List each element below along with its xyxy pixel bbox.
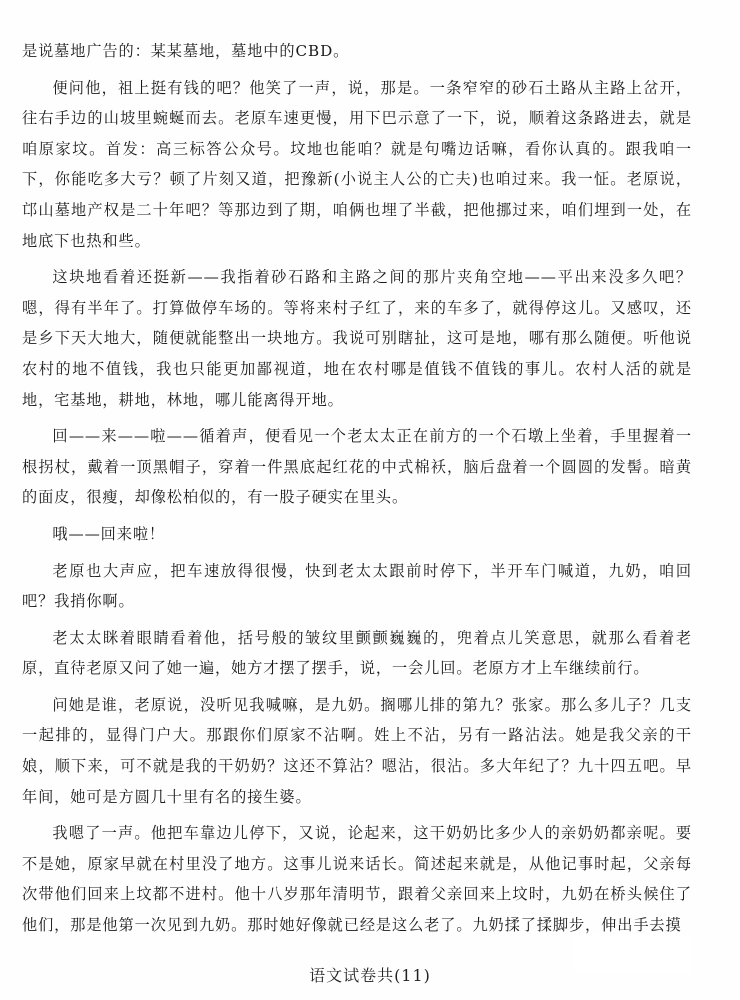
paragraph-4: 回——来——啦——循着声，便看见一个老太太正在前方的一个石墩上坐着，手里握着一根拐杖，戴着一顶黑帽子，穿着一件黑底起红花的中式棉袄，脑后盘着一个圆圆的发髻。暗黄的面皮，很瘦，却像松柏似的，有一股子硬实在里头。: [22, 427, 692, 507]
paragraph-6: 老原也大声应，把车速放得很慢，快到老太太跟前时停下，半开车门喊道，九奶，咱回吧？我捎你啊。: [22, 561, 692, 611]
paragraph-3: 这块地看着还挺新——我指着砂石路和主路之间的那片夹角空地——平出来没多久吧？嗯，得有半年了。打算做停车场的。等将来村子红了，来的车多了，就得停这儿。又感叹，还是乡下天大地大，随便就能整出一块地方。我说可别瞎扯，这可是地，哪有那么随便。听他说农村的地不值钱，我也只能更加鄙视道，地在农村哪是值钱不值钱的事儿。农村人活的就是地，宅基地，耕地，林地，哪儿能离得开地。: [22, 268, 692, 409]
paragraph-9: 我嗯了一声。他把车靠边儿停下，又说，论起来，这干奶奶比多少人的亲奶奶都亲呢。要不是她，原家早就在村里没了地方。这事儿说来话长。简述起来就是，从他记事时起，父亲每次带他们回来上坟都不进村。他十八岁那年清明节，跟着父亲回来上坟时，九奶在桥头候住了他们，那是他第一次见到九奶。那时她好像就已经是这么老了。九奶揉了揉脚步，伸出手去摸: [22, 824, 692, 935]
page-footer: 语文试卷共(11): [309, 966, 431, 985]
article-body: [22, 36, 692, 947]
paragraph-8: 问她是谁，老原说，没听见我喊嘛，是九奶。搁哪儿排的第九？张家。那么多儿子？几支一起排的，显得门户大。那跟你们原家不沾啊。姓上不沾，另有一路沾法。她是我父亲的干娘，顺下来，可不就是我的干奶奶？这还不算沾？嗯沾，很沾。多大年纪了？九十四五吧。早年间，她可是方圆几十里有名的接生婆。: [22, 695, 692, 806]
paragraph-1: 是说墓地广告的：某某墓地，墓地中的CBD。: [22, 42, 350, 60]
paragraph-7: 老太太眯着眼睛看着他，括号般的皱纹里颤颤巍巍的，兜着点儿笑意思，就那么看着老原，直待老原又问了她一遍，她方才摆了摆手，说，一会儿回。老原方才上车继续前行。: [22, 628, 692, 678]
paragraph-5: 哦——回来啦！: [52, 524, 166, 543]
paragraph-2: 便问他，祖上挺有钱的吧？他笑了一声，说，那是。一条窄窄的砂石土路从主路上岔开，往右手边的山坡里蜿蜒而去。老原车速更慢，用下巴示意了一下，说，顺着这条路进去，就是咱原家坟。首发：高三标答公众号。坟地也能咱？就是句嘴边话嘛，看你认真的。跟我咱一下，你能吃多大亏？顿了片刻又道，把豫新(小说主人公的亡夫)也咱过来。我一怔。老原说，邙山墓地产权是二十年吧？等那边到了期，咱俩也埋了半截，把他挪过来，咱们埋到一处，在地底下也热和些。: [22, 78, 692, 250]
